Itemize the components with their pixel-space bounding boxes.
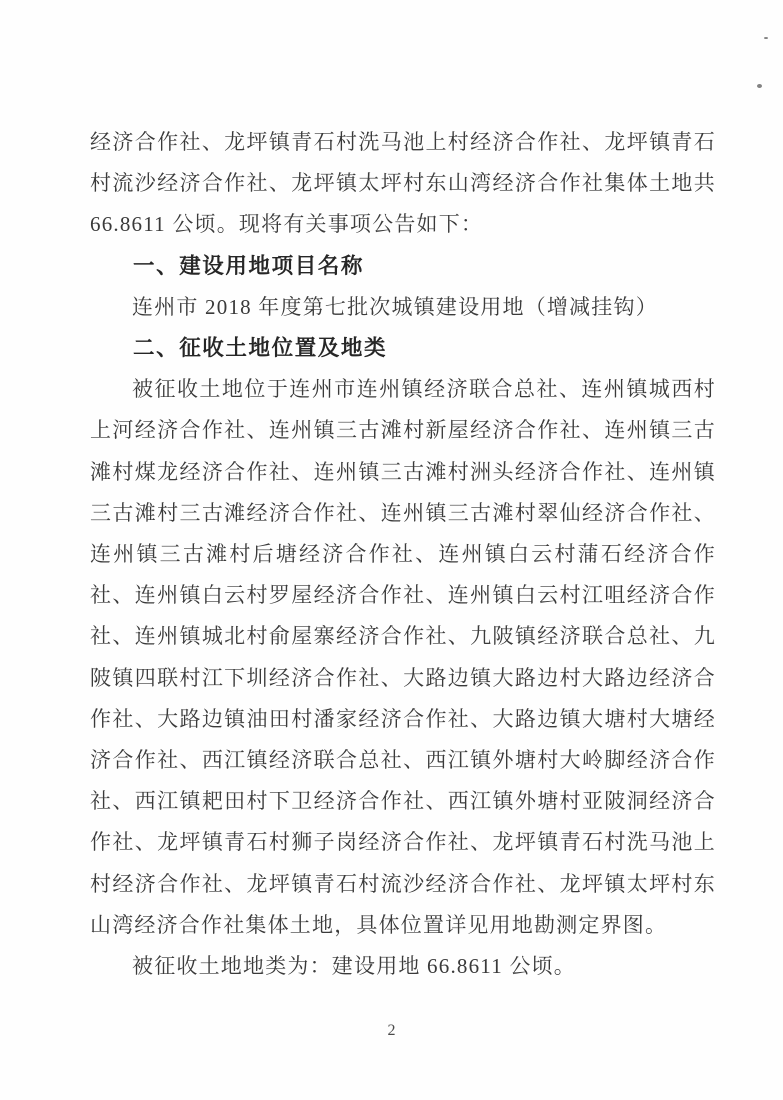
section-1-paragraph-project-name: 连州市 2018 年度第七批次城镇建设用地（增减挂钩） xyxy=(132,294,658,319)
page-number: 2 xyxy=(387,1022,396,1039)
scan-artifact-speck xyxy=(757,84,762,88)
section-2-paragraph-land-location: 被征收土地位于连州市连州镇经济联合总社、连州镇城西村上河经济合作社、连州镇三古滩村新屋经济合作社、连州镇三古滩村煤龙经济合作社、连州镇三古滩村洲头经济合作社、连州镇三古滩村三古滩经济合作社、连州镇三古滩村翠仙经济合作社、连州镇三古滩村后塘经济合作社、连州镇白云村蒲石经济合作社、连州镇白云村罗屋经济合作社、连州镇白云村江咀经济合作社、连州镇城北村俞屋寨经济合作社、九陂镇经济联合总社、九陂镇四联村江下圳经济合作社、大路边镇大路边村大路边经济合作社、大路边镇油田村潘家经济合作社、大路边镇大塘村大塘经济合作社、西江镇经济联合总社、西江镇外塘村大岭脚经济合作社、西江镇耙田村下卫经济合作社、西江镇外塘村亚陂洞经济合作社、龙坪镇青石村狮子岗经济合作社、龙坪镇青石村洗马池上村经济合作社、龙坪镇青石村流沙经济合作社、龙坪镇太坪村东山湾经济合作社集体土地，具体位置详见用地勘测定界图。 xyxy=(90,377,716,937)
section-2-paragraph-land-class: 被征收土地地类为：建设用地 66.8611 公顷。 xyxy=(132,954,576,979)
scan-artifact-speck xyxy=(764,37,768,39)
section-1-heading: 一、建设用地项目名称 xyxy=(133,253,365,278)
document-content xyxy=(90,122,716,987)
paragraph-continuation: 经济合作社、龙坪镇青石村洗马池上村经济合作社、龙坪镇青石村流沙经济合作社、龙坪镇太坪村东山湾经济合作社集体土地共 66.8611 公顷。现将有关事项公告如下： xyxy=(90,130,716,237)
section-2-heading: 二、征收土地位置及地类 xyxy=(133,336,388,361)
